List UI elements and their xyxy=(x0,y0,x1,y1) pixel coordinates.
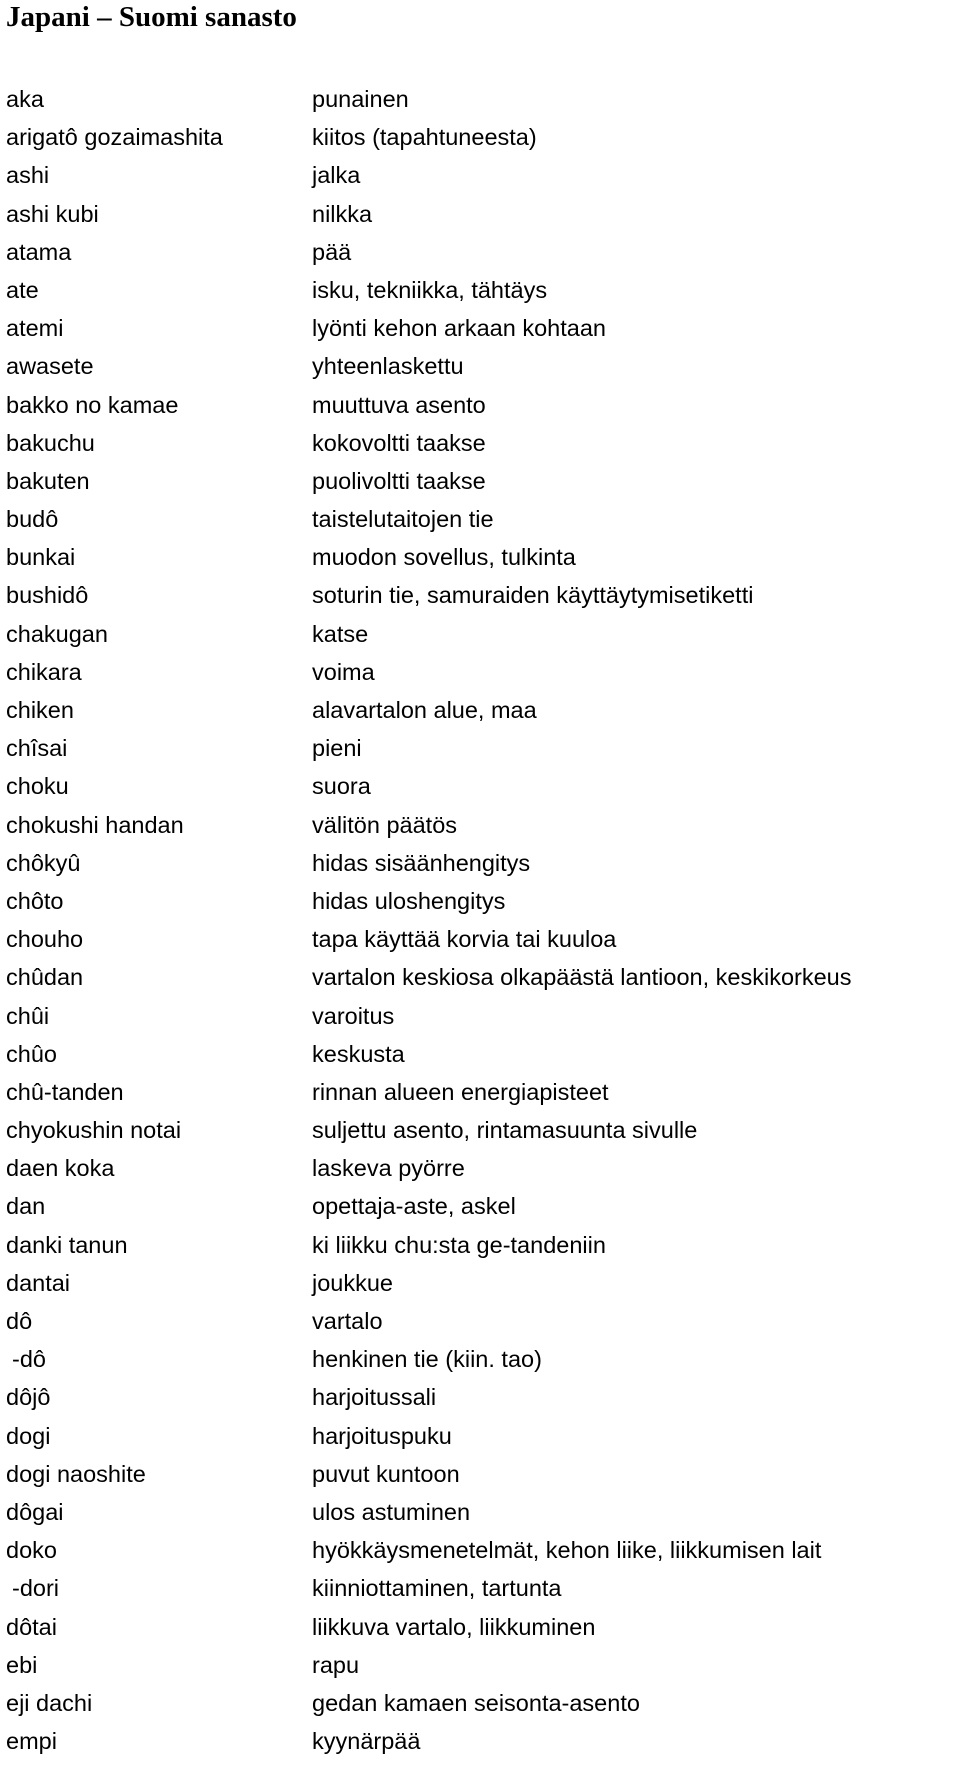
japanese-term: bunkai xyxy=(6,544,76,571)
finnish-translation: kiitos (tapahtuneesta) xyxy=(312,124,537,151)
japanese-term: chû-tanden xyxy=(6,1078,124,1105)
japanese-term: chokushi handan xyxy=(6,811,184,838)
vocab-row xyxy=(0,156,960,194)
vocab-row xyxy=(0,195,960,233)
finnish-translation: tapa käyttää korvia tai kuuloa xyxy=(312,926,617,953)
finnish-translation: kokovoltti taakse xyxy=(312,429,486,456)
japanese-term: dogi xyxy=(6,1422,51,1449)
japanese-term: -dori xyxy=(12,1575,60,1602)
vocab-row xyxy=(0,882,960,920)
vocab-row xyxy=(0,1608,960,1646)
vocab-row xyxy=(0,920,960,958)
finnish-translation: suljettu asento, rintamasuunta sivulle xyxy=(312,1117,698,1144)
page-title: Japani – Suomi sanasto xyxy=(6,1,297,33)
japanese-term: ashi xyxy=(6,162,50,189)
japanese-term: chôto xyxy=(6,887,64,914)
japanese-term: chûi xyxy=(6,1002,50,1029)
finnish-translation: lyönti kehon arkaan kohtaan xyxy=(312,315,606,342)
finnish-translation: puolivoltti taakse xyxy=(312,467,486,494)
vocab-row xyxy=(0,1646,960,1684)
japanese-term: dô xyxy=(6,1308,33,1334)
vocab-row xyxy=(0,958,960,996)
japanese-term: budô xyxy=(6,506,59,533)
finnish-translation: ulos astuminen xyxy=(312,1498,471,1525)
japanese-term: aka xyxy=(6,86,44,112)
vocab-row xyxy=(0,1417,960,1455)
japanese-term: doko xyxy=(6,1537,57,1564)
japanese-term: dôgai xyxy=(6,1498,64,1525)
japanese-term: chakugan xyxy=(6,620,108,647)
vocab-row xyxy=(0,1455,960,1493)
japanese-term: ate xyxy=(6,276,39,303)
vocab-row xyxy=(0,462,960,500)
japanese-term: dogi naoshite xyxy=(6,1460,146,1487)
japanese-term: dantai xyxy=(6,1269,71,1296)
japanese-term: bushidô xyxy=(6,582,89,609)
vocab-row xyxy=(0,1493,960,1531)
vocab-row xyxy=(0,1569,960,1607)
japanese-term: bakko no kamae xyxy=(6,391,179,418)
finnish-translation: liikkuva vartalo, liikkuminen xyxy=(312,1613,596,1640)
japanese-term: ashi kubi xyxy=(6,200,99,227)
finnish-translation: suora xyxy=(312,773,371,800)
japanese-term: chîsai xyxy=(6,735,68,762)
japanese-term: choku xyxy=(6,773,69,800)
japanese-term: atama xyxy=(6,238,72,265)
vocab-row xyxy=(0,1187,960,1225)
vocab-row xyxy=(0,80,960,118)
japanese-term: bakuchu xyxy=(6,429,95,456)
japanese-term: dan xyxy=(6,1193,46,1220)
finnish-translation: nilkka xyxy=(312,200,373,227)
vocab-row xyxy=(0,1226,960,1264)
finnish-translation: voima xyxy=(312,658,375,685)
finnish-translation: yhteenlaskettu xyxy=(312,353,464,380)
japanese-term: awasete xyxy=(6,353,94,380)
finnish-translation: puvut kuntoon xyxy=(312,1460,460,1487)
finnish-translation: harjoitussali xyxy=(312,1384,437,1411)
vocab-row xyxy=(0,271,960,309)
japanese-term: chiken xyxy=(6,697,74,723)
finnish-translation: kiinniottaminen, tartunta xyxy=(312,1575,562,1602)
vocab-row xyxy=(0,309,960,347)
finnish-translation: vartalo xyxy=(312,1308,383,1334)
finnish-translation: soturin tie, samuraiden käyttäytymisetiketti xyxy=(312,582,754,609)
vocab-row xyxy=(0,576,960,614)
japanese-term: dôtai xyxy=(6,1613,57,1640)
japanese-term: daen koka xyxy=(6,1155,115,1182)
japanese-term: bakuten xyxy=(6,467,90,494)
finnish-translation: joukkue xyxy=(312,1269,393,1296)
finnish-translation: rapu xyxy=(312,1651,360,1678)
vocab-row xyxy=(0,500,960,538)
vocab-row xyxy=(0,1340,960,1378)
finnish-translation: isku, tekniikka, tähtäys xyxy=(312,276,548,303)
japanese-term: atemi xyxy=(6,315,64,342)
vocab-row xyxy=(0,1378,960,1416)
vocab-row xyxy=(0,1531,960,1569)
japanese-term: dôjô xyxy=(6,1384,51,1411)
finnish-translation: katse xyxy=(312,620,369,647)
finnish-translation: punainen xyxy=(312,86,409,112)
japanese-term: chûdan xyxy=(6,964,84,991)
finnish-translation: varoitus xyxy=(312,1002,395,1029)
vocab-row xyxy=(0,691,960,729)
finnish-translation: alavartalon alue, maa xyxy=(312,697,537,723)
finnish-translation: rinnan alueen energiapisteet xyxy=(312,1078,609,1105)
japanese-term: chûo xyxy=(6,1040,57,1067)
finnish-translation: jalka xyxy=(312,162,361,189)
vocab-row xyxy=(0,1073,960,1111)
vocab-row xyxy=(0,767,960,805)
vocab-row xyxy=(0,806,960,844)
vocab-row xyxy=(0,1264,960,1302)
japanese-term: ebi xyxy=(6,1651,38,1678)
vocab-row xyxy=(0,844,960,882)
japanese-term: arigatô gozaimashita xyxy=(6,124,223,151)
japanese-term: empi xyxy=(6,1728,57,1755)
vocab-row xyxy=(0,1111,960,1149)
vocab-row xyxy=(0,997,960,1035)
vocab-row xyxy=(0,1684,960,1722)
vocab-row xyxy=(0,1149,960,1187)
finnish-translation: taistelutaitojen tie xyxy=(312,506,494,533)
vocab-row xyxy=(0,386,960,424)
japanese-term: chyokushin notai xyxy=(6,1117,182,1144)
vocab-row xyxy=(0,233,960,271)
vocab-row xyxy=(0,729,960,767)
japanese-term: chôkyû xyxy=(6,849,81,876)
finnish-translation: pää xyxy=(312,238,352,265)
japanese-term: -dô xyxy=(12,1346,46,1373)
finnish-translation: ki liikku chu:sta ge-tandeniin xyxy=(312,1231,606,1258)
vocab-row xyxy=(0,653,960,691)
finnish-translation: henkinen tie (kiin. tao) xyxy=(312,1346,542,1373)
vocabulary-list xyxy=(0,80,960,1760)
japanese-term: eji dachi xyxy=(6,1689,93,1716)
finnish-translation: keskusta xyxy=(312,1040,405,1067)
japanese-term: chikara xyxy=(6,658,82,685)
vocab-row xyxy=(0,424,960,462)
finnish-translation: harjoituspuku xyxy=(312,1422,452,1449)
finnish-translation: gedan kamaen seisonta-asento xyxy=(312,1689,640,1716)
vocab-row xyxy=(0,1302,960,1340)
finnish-translation: muuttuva asento xyxy=(312,391,486,418)
finnish-translation: opettaja-aste, askel xyxy=(312,1193,516,1220)
finnish-translation: hidas uloshengitys xyxy=(312,887,506,914)
finnish-translation: laskeva pyörre xyxy=(312,1155,465,1182)
finnish-translation: vartalon keskiosa olkapäästä lantioon, keskikorkeus xyxy=(312,964,852,991)
finnish-translation: muodon sovellus, tulkinta xyxy=(312,544,576,571)
vocab-row xyxy=(0,118,960,156)
vocab-row xyxy=(0,1035,960,1073)
japanese-term: danki tanun xyxy=(6,1231,128,1258)
finnish-translation: välitön päätös xyxy=(312,811,458,838)
vocab-row xyxy=(0,1722,960,1760)
vocab-row xyxy=(0,615,960,653)
japanese-term: chouho xyxy=(6,926,84,953)
finnish-translation: hyökkäysmenetelmät, kehon liike, liikkumisen lait xyxy=(312,1537,822,1564)
finnish-translation: kyynärpää xyxy=(312,1728,421,1755)
finnish-translation: hidas sisäänhengitys xyxy=(312,849,531,876)
finnish-translation: pieni xyxy=(312,735,362,762)
vocab-row xyxy=(0,347,960,385)
vocab-row xyxy=(0,538,960,576)
